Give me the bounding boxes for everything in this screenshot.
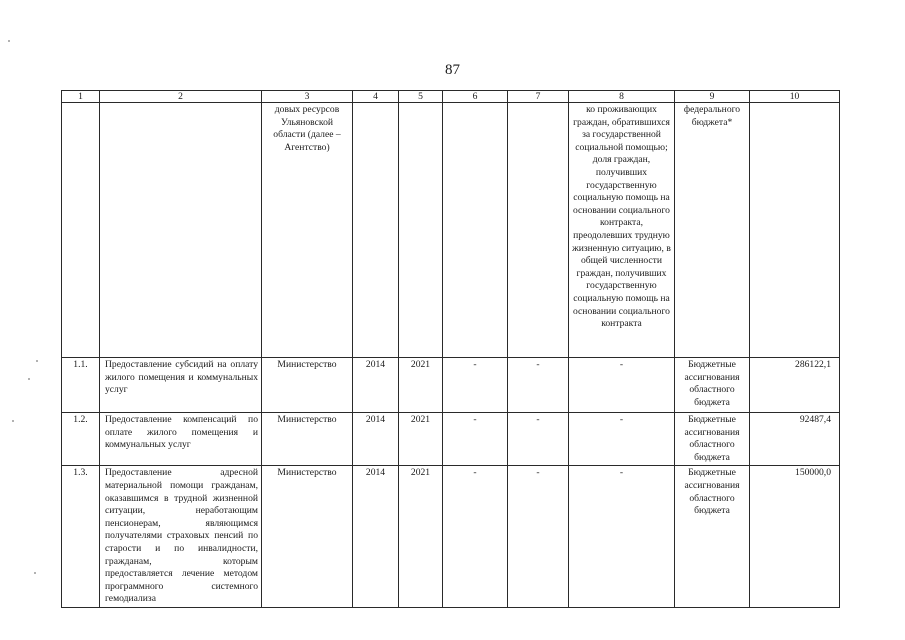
header-cell: 1 xyxy=(62,91,100,103)
header-cell: 5 xyxy=(399,91,443,103)
cell-activity-name: Предоставление адресной материальной помощи гражданам, оказавшимся в трудной жизненной ситуации, неработающим пенсионерам, являющимся получателями страховых пенсий по старости и по инвалидности, гражданам, которым предоставляется лечение методом программного системного гемодиализа xyxy=(100,466,262,608)
cell-amount: 286122,1 xyxy=(750,358,840,413)
cell-source: Бюджетные ассигнования областного бюджета xyxy=(675,466,750,608)
cell-number: 1.3. xyxy=(62,466,100,608)
cell-executor: Министерство xyxy=(262,413,353,466)
header-row xyxy=(62,91,840,103)
cell-end-year: 2021 xyxy=(399,358,443,413)
cell-col7: - xyxy=(508,413,569,466)
cell-empty xyxy=(750,103,840,358)
header-cell: 3 xyxy=(262,91,353,103)
scan-speck xyxy=(34,572,36,574)
cell-executor: Министерство xyxy=(262,466,353,608)
header-cell: 9 xyxy=(675,91,750,103)
cell-end-year: 2021 xyxy=(399,466,443,608)
cell-col6: - xyxy=(443,413,508,466)
header-cell: 7 xyxy=(508,91,569,103)
table-row-continued xyxy=(62,103,840,358)
header-cell: 10 xyxy=(750,91,840,103)
cell-empty xyxy=(100,103,262,358)
cell-empty xyxy=(443,103,508,358)
cell-col6: - xyxy=(443,466,508,608)
cell-number: 1.2. xyxy=(62,413,100,466)
scan-speck xyxy=(36,360,38,362)
table-row xyxy=(62,358,840,413)
cell-start-year: 2014 xyxy=(353,466,399,608)
cell-start-year: 2014 xyxy=(353,413,399,466)
cell-col6: - xyxy=(443,358,508,413)
header-cell: 2 xyxy=(100,91,262,103)
cell-col7: - xyxy=(508,358,569,413)
scan-speck xyxy=(28,378,30,380)
header-cell: 8 xyxy=(569,91,675,103)
program-table xyxy=(61,90,840,608)
cell-executor: довых ресурсов Ульяновской области (далее – Агентство) xyxy=(262,103,353,358)
cell-activity-name: Предоставление субсидий на оплату жилого помещения и коммунальных услуг xyxy=(100,358,262,413)
table-row xyxy=(62,413,840,466)
header-cell: 6 xyxy=(443,91,508,103)
scan-speck xyxy=(12,420,14,422)
cell-empty xyxy=(62,103,100,358)
cell-source: федерального бюджета* xyxy=(675,103,750,358)
cell-source: Бюджетные ассигнования областного бюджета xyxy=(675,413,750,466)
cell-col8: - xyxy=(569,413,675,466)
cell-amount: 92487,4 xyxy=(750,413,840,466)
cell-indicators: ко проживающих граждан, обратившихся за государственной социальной помощью; доля граждан, получивших государственную социальную помощь на основании социального контракта, преодолевших трудную жизненную ситуацию, в общей численности граждан, получивших государственную социальную помощь на основании социального контракта xyxy=(569,103,675,358)
cell-col8: - xyxy=(569,358,675,413)
cell-empty xyxy=(353,103,399,358)
cell-empty xyxy=(399,103,443,358)
cell-source: Бюджетные ассигнования областного бюджета xyxy=(675,358,750,413)
cell-number: 1.1. xyxy=(62,358,100,413)
cell-col7: - xyxy=(508,466,569,608)
cell-activity-name: Предоставление компенсаций по оплате жилого помещения и коммунальных услуг xyxy=(100,413,262,466)
cell-executor: Министерство xyxy=(262,358,353,413)
cell-end-year: 2021 xyxy=(399,413,443,466)
table-row xyxy=(62,466,840,608)
scan-speck xyxy=(8,40,10,42)
cell-col8: - xyxy=(569,466,675,608)
cell-empty xyxy=(508,103,569,358)
page-number: 87 xyxy=(445,62,460,78)
cell-start-year: 2014 xyxy=(353,358,399,413)
cell-amount: 150000,0 xyxy=(750,466,840,608)
header-cell: 4 xyxy=(353,91,399,103)
